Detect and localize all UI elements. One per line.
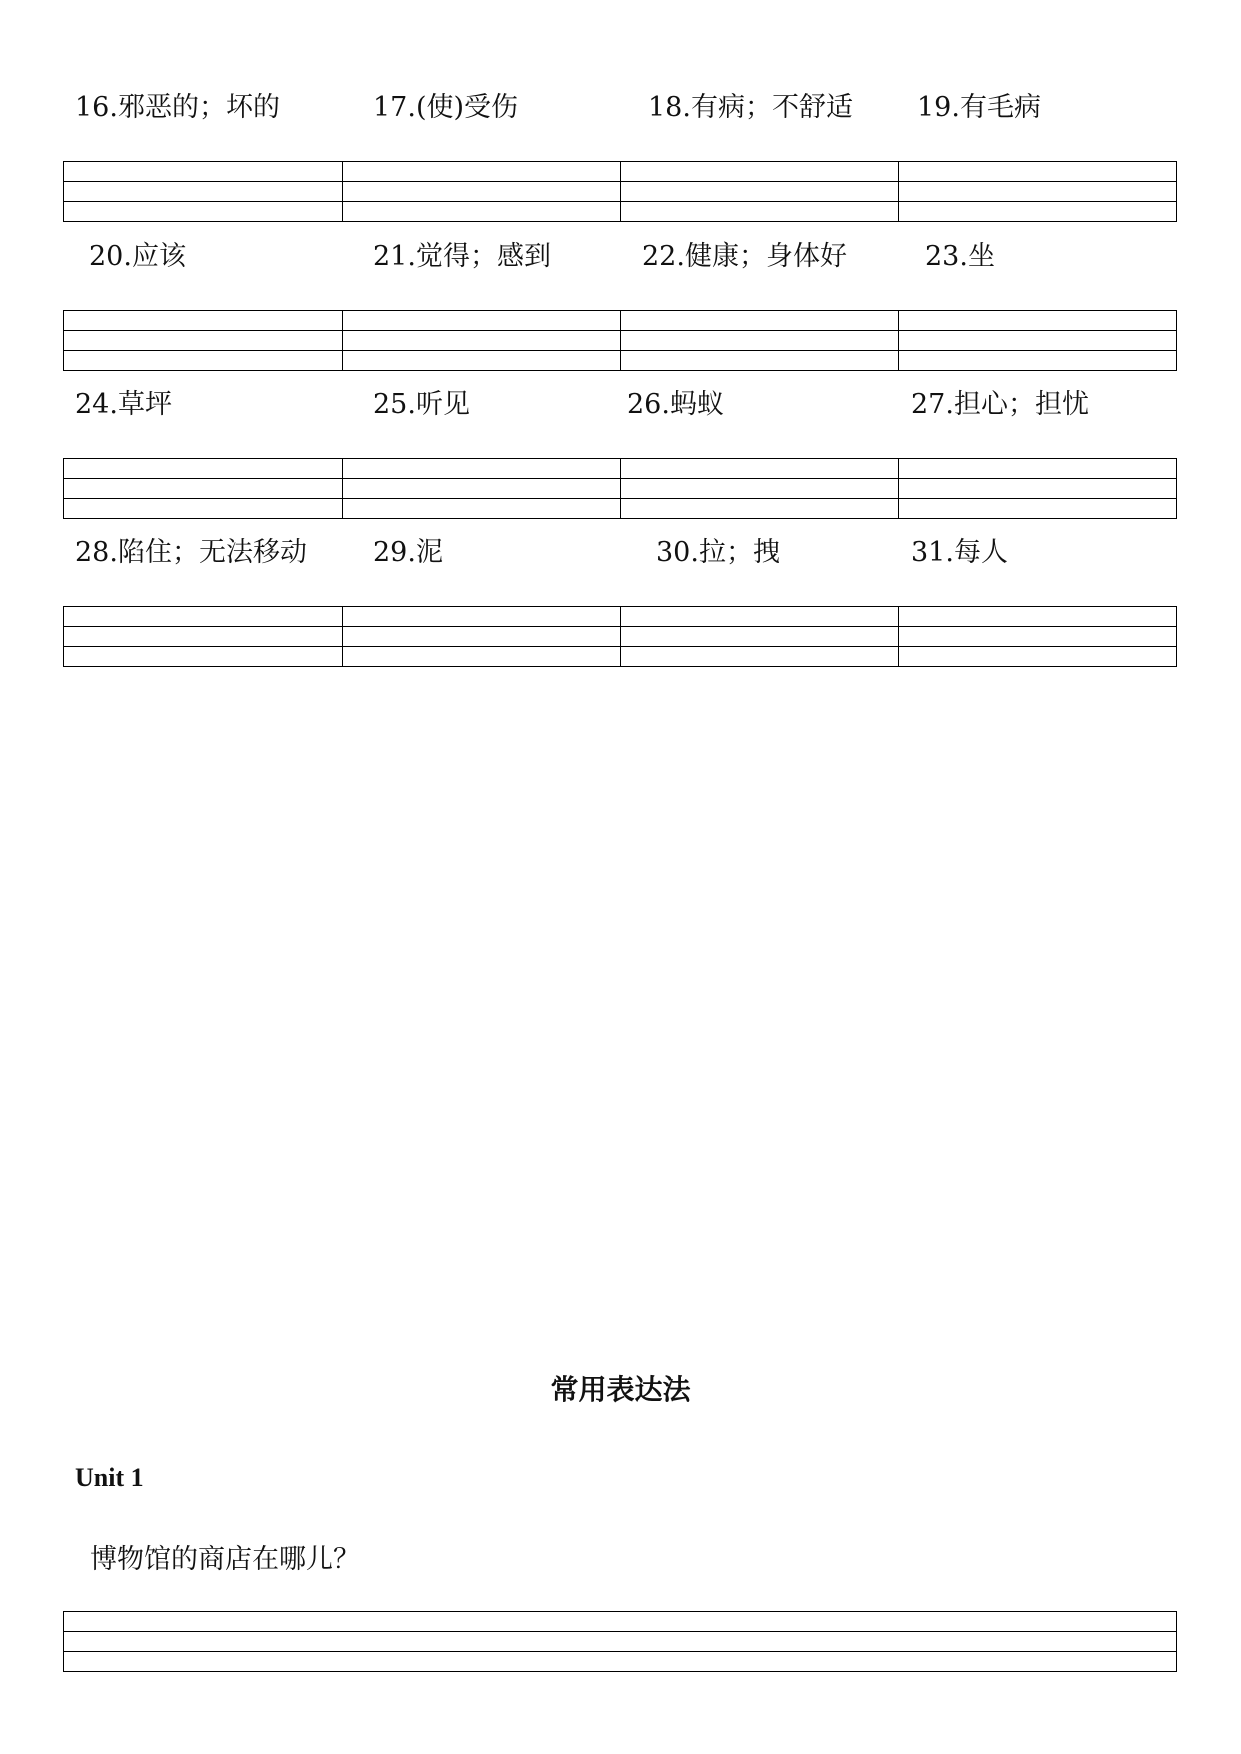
vocab-label: 27.担心；担忧 [911,389,1089,420]
writing-grid-row-4[interactable] [63,606,1177,667]
vocab-label: 18.有病；不舒适 [648,92,853,123]
expression-prompt: 博物馆的商店在哪儿？ [90,1544,360,1575]
vocab-label: 20.应该 [89,241,186,272]
vocab-label: 24.草坪 [75,389,172,420]
writing-grid-row-1[interactable] [63,161,1177,222]
vocab-label: 26.蚂蚁 [627,389,724,420]
vocab-label: 23.坐 [925,241,995,272]
vocab-label: 21.觉得；感到 [373,241,551,272]
vocab-label: 16.邪恶的；坏的 [75,92,280,123]
vocab-label: 29.泥 [373,537,443,568]
vocab-label: 25.听见 [373,389,470,420]
unit-heading: Unit 1 [75,1463,144,1492]
vocab-label: 31.每人 [911,537,1008,568]
vocab-label: 28.陷住；无法移动 [75,537,307,568]
vocab-label: 19.有毛病 [917,92,1041,123]
vocab-label: 22.健康；身体好 [642,241,847,272]
section-title: 常用表达法 [550,1373,691,1406]
writing-grid-row-3[interactable] [63,458,1177,519]
vocab-label: 17.(使)受伤 [373,92,519,123]
writing-grid-row-2[interactable] [63,310,1177,371]
vocab-label: 30.拉；拽 [656,537,780,568]
expression-writing-grid[interactable] [63,1611,1177,1672]
